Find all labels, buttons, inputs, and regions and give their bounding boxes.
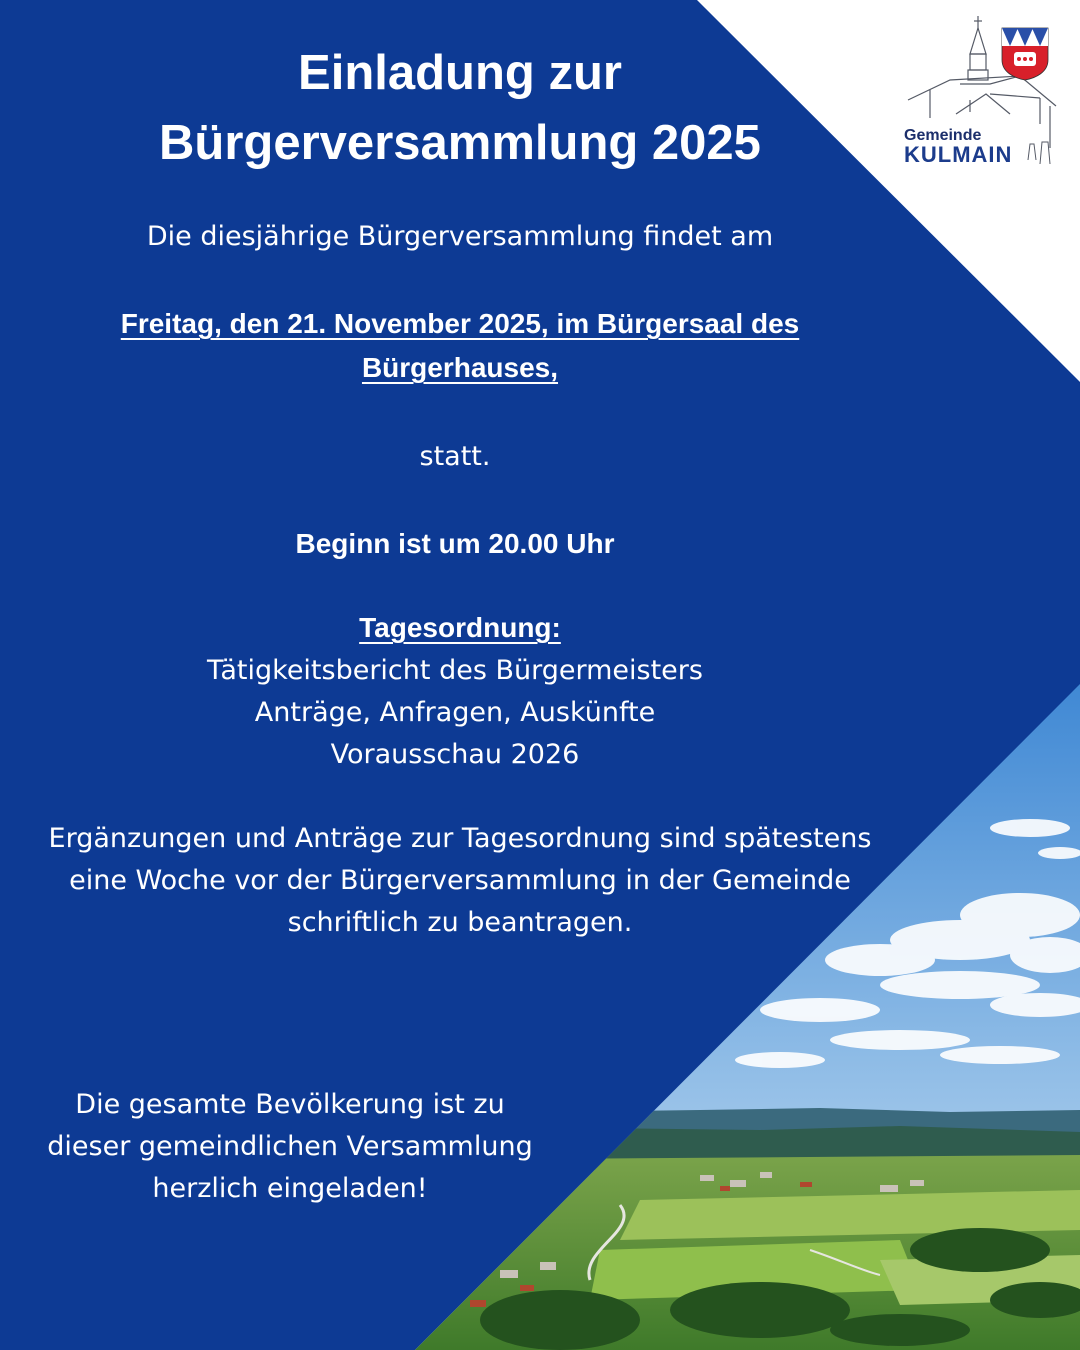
municipality-logo [900, 14, 1062, 172]
coat-of-arms-icon [1002, 28, 1048, 80]
agenda-item: Anträge, Anfragen, Auskünfte [254, 697, 656, 728]
closing-line-3: herzlich eingeladen! [152, 1173, 428, 1204]
closing-text [40, 1084, 540, 1210]
note-text [30, 818, 890, 944]
intro-text: Die diesjährige Bürgerversammlung findet am [146, 221, 774, 252]
title-line-1: Einladung zur [298, 46, 622, 100]
closing-line-1: Die gesamte Bevölkerung ist zu [75, 1089, 505, 1120]
logo-line-gemeinde: Gemeinde [904, 127, 982, 144]
agenda-item: Vorausschau 2026 [330, 739, 580, 770]
date-place-line-2: Bürgerhauses, [361, 352, 559, 383]
agenda-heading: Tagesordnung: [359, 612, 561, 643]
logo-line-kulmain: KULMAIN [904, 142, 1013, 167]
closing-line-2: dieser gemeindlichen Versammlung [47, 1131, 533, 1162]
note-line-3: schriftlich zu beantragen. [287, 907, 633, 938]
agenda-item: Tätigkeitsbericht des Bürgermeisters [207, 655, 703, 686]
note-line-2: eine Woche vor der Bürgerversammlung in der Gemeinde [69, 865, 851, 896]
date-place [40, 302, 880, 390]
statt-text: statt. [419, 441, 491, 472]
start-time: Beginn ist um 20.00 Uhr [295, 528, 615, 559]
note-line-1: Ergänzungen und Anträge zur Tagesordnung sind spätestens [48, 823, 872, 854]
agenda-list [40, 650, 870, 776]
page-title [60, 38, 860, 178]
date-place-line-1: Freitag, den 21. November 2025, im Bürgersaal des [120, 308, 800, 339]
title-line-2: Bürgerversammlung 2025 [159, 116, 761, 170]
